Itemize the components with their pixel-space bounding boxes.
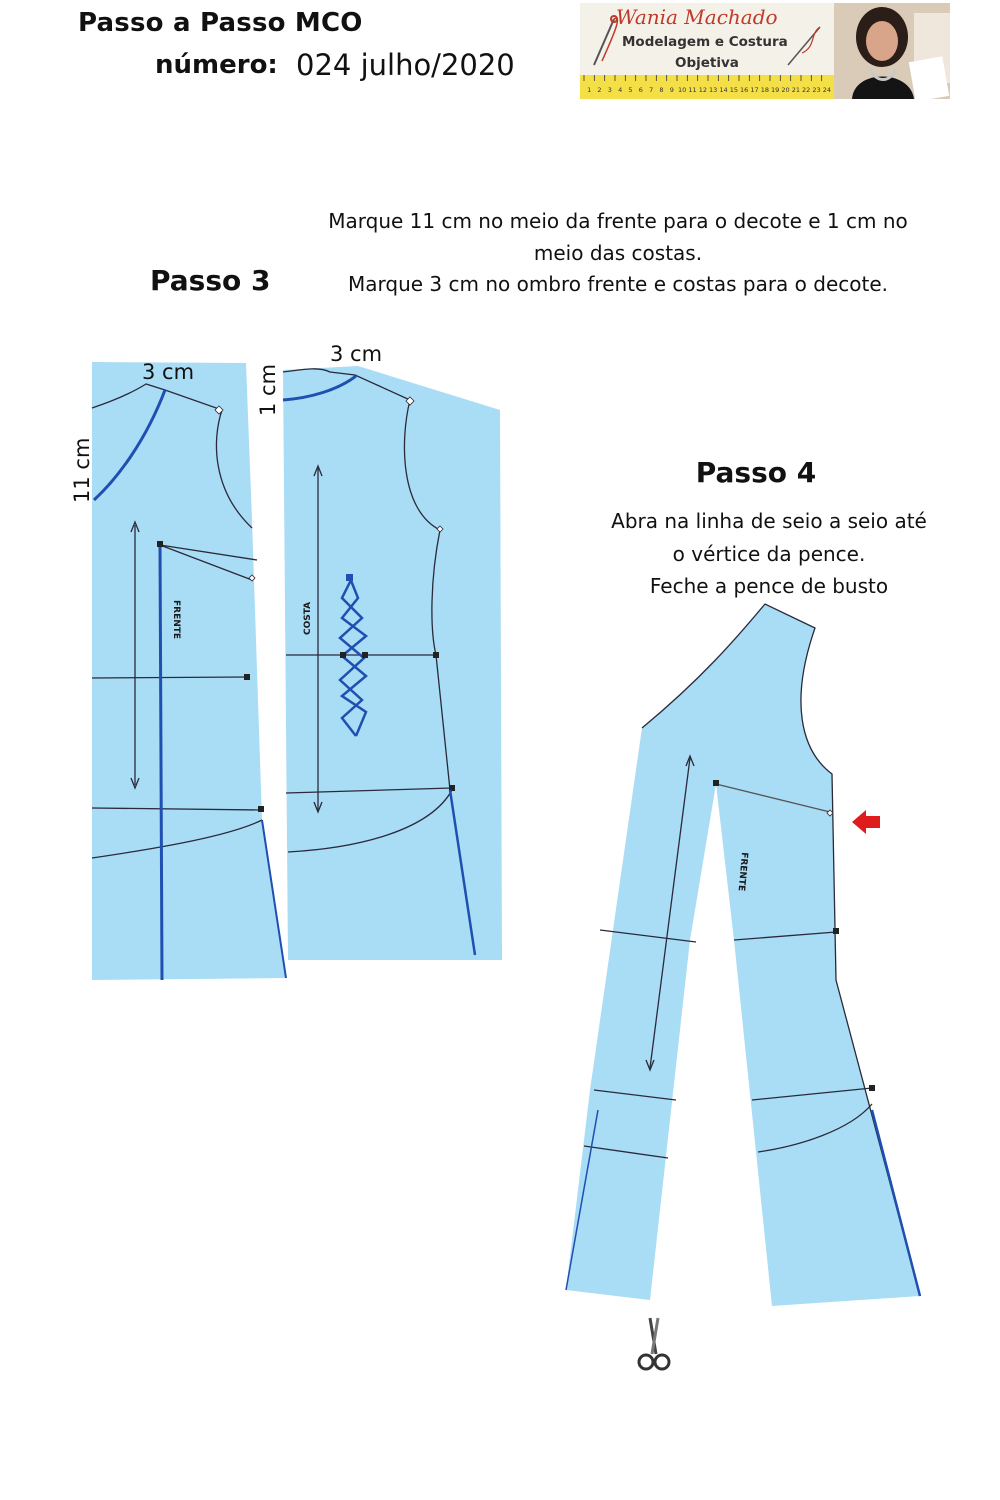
step4-instruction-line: Abra na linha de seio a seio até (611, 509, 927, 533)
document-title: Passo a Passo MCO (78, 8, 363, 38)
number-value: 024 julho/2020 (296, 48, 515, 82)
logo-name: Wania Machado (616, 5, 778, 29)
ruler-number: 14 (719, 86, 728, 94)
back-piece-label: COSTA (303, 601, 313, 635)
ruler-number: 23 (812, 86, 821, 94)
step3-instruction-line: Marque 3 cm no ombro frente e costas para o decote. (347, 272, 888, 296)
ruler-number: 9 (669, 86, 674, 94)
back-neck-measure: 1 cm (256, 363, 280, 416)
logo-subtitle-1: Modelagem e Costura (622, 34, 788, 50)
back-pattern-piece (283, 366, 502, 960)
ruler-number: 15 (729, 86, 738, 94)
ruler-number: 8 (659, 86, 664, 94)
step4-title: Passo 4 (695, 456, 817, 489)
step3-instruction-line: meio das costas. (533, 240, 703, 265)
front-neck-measure: 11 cm (70, 437, 94, 503)
ruler-number: 13 (709, 86, 718, 94)
number-label: número: (155, 50, 278, 80)
ruler-number: 12 (698, 86, 707, 94)
front-piece-label: FRENTE (171, 600, 181, 640)
ruler-number: 17 (750, 86, 759, 94)
red-arrow-icon (852, 810, 880, 834)
ruler-number: 19 (771, 86, 780, 94)
front-shoulder-measure: 3 cm (142, 360, 195, 384)
back-shoulder-measure: 3 cm (330, 342, 383, 366)
logo-subtitle-2: Objetiva (675, 55, 739, 71)
ruler-number: 24 (822, 86, 831, 94)
ruler-number: 6 (638, 86, 643, 94)
ruler-number: 7 (649, 86, 654, 94)
scissors-icon (639, 1318, 669, 1369)
ruler-number: 4 (618, 86, 623, 94)
ruler-number: 5 (628, 86, 633, 94)
ruler-number: 18 (760, 86, 769, 94)
step3-instruction-line: Marque 11 cm no meio da frente para o decote e 1 cm no (328, 209, 908, 233)
front-pattern-piece (92, 362, 286, 980)
ruler-number: 16 (740, 86, 749, 94)
ruler-number: 3 (607, 86, 612, 94)
step3-title: Passo 3 (150, 264, 271, 297)
opened-piece-label: FRENTE (735, 851, 749, 892)
ruler-number: 20 (781, 86, 790, 94)
opened-front-pattern-piece (566, 604, 920, 1306)
step4-instruction-line: o vértice da pence. (672, 541, 866, 566)
ruler-number: 22 (802, 86, 811, 94)
ruler-number: 21 (791, 86, 800, 94)
step4-instruction-line: Feche a pence de busto (649, 574, 889, 598)
ruler-number: 11 (688, 86, 697, 94)
ruler-number: 1 (587, 86, 592, 94)
ruler-number: 2 (597, 86, 602, 94)
ruler-number: 10 (678, 86, 687, 94)
